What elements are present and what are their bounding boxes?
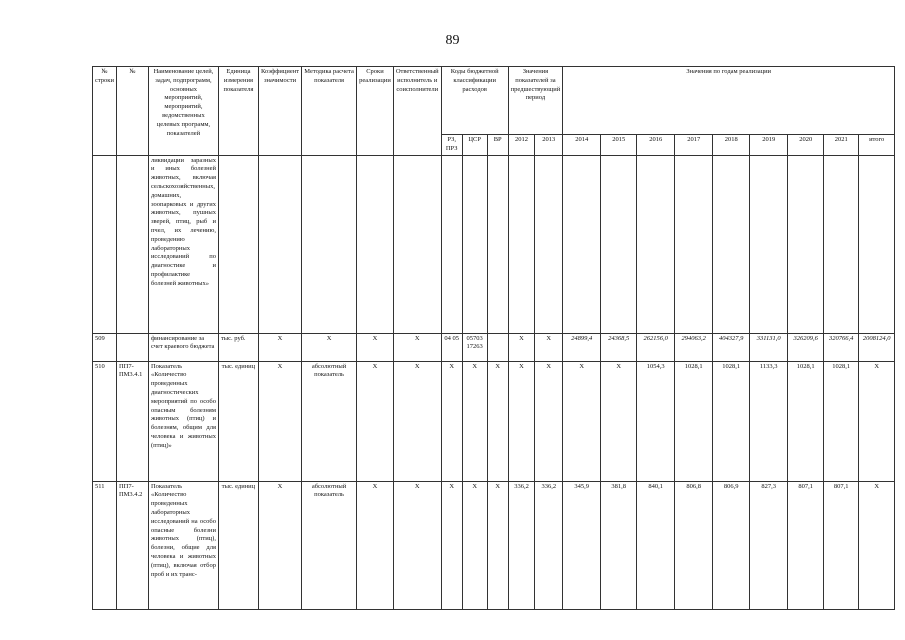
row-name: Показатель «Количество проведенных диагностических мероприятий по особо опасным болезням животных (птиц) и болезням, общим для человека и животных (птиц)» [148,361,218,481]
header-total: итого [859,135,895,156]
row-name: Показатель «Количество проведенных лабораторных исследований на особо опасные болезни животных (птиц), болезни, общие для человека и животных (птиц), включая отбор проб и их транс- [148,481,218,609]
header-unit: Единица измерения показателя [218,67,258,156]
row-code-rz: X [441,361,462,481]
header-years: Значения по годам реализации [563,67,895,135]
row-method: абсолютный показатель [302,481,357,609]
row-unit: тыс. единиц [218,361,258,481]
row-number: 509 [93,333,117,361]
row-code: ПП7-ПМ3.4.2 [116,481,148,609]
header-terms: Сроки реализации [357,67,394,156]
row-y2013: X [535,361,563,481]
row-unit: тыс. руб. [218,333,258,361]
row-y2012: X [508,333,535,361]
row-y2015: 381,8 [601,481,637,609]
header-code-vr: ВР [487,135,508,156]
header-y2014: 2014 [563,135,601,156]
row-y2014: 345,9 [563,481,601,609]
row-unit: тыс. единиц [218,481,258,609]
row-code-vr [487,333,508,361]
row-method: X [302,333,357,361]
table-row [93,361,895,481]
row-code: ПП7-ПМ3.4.1 [116,361,148,481]
row-y2015: 24368,5 [601,333,637,361]
row-code-rz: 04 05 [441,333,462,361]
header-y2016: 2016 [637,135,675,156]
row-number: 511 [93,481,117,609]
row-y2016: 1054,3 [637,361,675,481]
row-responsible: X [393,361,441,481]
row-y2013: 336,2 [535,481,563,609]
row-total: 2008124,0 [859,333,895,361]
header-y2015: 2015 [601,135,637,156]
row-total: X [859,481,895,609]
row-y2021: 1028,1 [824,361,859,481]
row-code-csr: 05703 17263 [462,333,487,361]
header-responsible: Ответственный исполнитель и соисполнители [393,67,441,156]
row-code-vr: X [487,481,508,609]
row-terms: X [357,333,394,361]
row-y2018: 1028,1 [713,361,750,481]
header-y2020: 2020 [788,135,824,156]
page-number: 89 [445,33,460,48]
continued-name: ликвидации заразных и иных болезней животных, включая сельскохозяйственных, домашних, зоопарковых и других животных, пушных зверей, птиц, рыб и пчел, их лечению, проведению лабораторных исследований по диагностике и профилактике болезней животных» [148,155,218,333]
row-coef: X [258,361,301,481]
row-coef: X [258,333,301,361]
row-y2013: X [535,333,563,361]
header-code-csr: ЦСР [462,135,487,156]
row-y2017: 806,8 [675,481,713,609]
header-budget-codes: Коды бюджетной классификации расходов [441,67,508,135]
row-terms: X [357,481,394,609]
row-y2020: 326209,6 [788,333,824,361]
header-prev-period: Значения показателей за предшествующий период [508,67,563,135]
row-responsible: X [393,333,441,361]
row-code-vr: X [487,361,508,481]
row-total: X [859,361,895,481]
row-y2016: 840,1 [637,481,675,609]
indicators-table [92,66,895,610]
row-code-csr: X [462,361,487,481]
header-no: № [116,67,148,156]
header-row-no: № строки [93,67,117,156]
row-y2012: X [508,361,535,481]
table-row [93,333,895,361]
row-y2018: 404327,9 [713,333,750,361]
row-y2020: 807,1 [788,481,824,609]
row-y2021: 807,1 [824,481,859,609]
row-y2015: X [601,361,637,481]
row-y2014: X [563,361,601,481]
header-name: Наименование целей, задач, подпрограмм, основных мероприятий, мероприятий, ведомственных целевых программ, показателей [148,67,218,156]
row-y2021: 320766,4 [824,333,859,361]
row-y2017: 294063,2 [675,333,713,361]
row-code-rz: X [441,481,462,609]
row-y2019: 827,3 [750,481,788,609]
header-y2012: 2012 [508,135,535,156]
row-y2012: 336,2 [508,481,535,609]
row-y2014: 24899,4 [563,333,601,361]
header-code-rz: РЗ, ПРЗ [441,135,462,156]
row-y2020: 1028,1 [788,361,824,481]
header-y2019: 2019 [750,135,788,156]
header-y2017: 2017 [675,135,713,156]
row-method: абсолютный показатель [302,361,357,481]
header-coef: Коэффициент значимости [258,67,301,156]
row-number: 510 [93,361,117,481]
row-y2017: 1028,1 [675,361,713,481]
table-row [93,155,895,333]
header-y2013: 2013 [535,135,563,156]
row-responsible: X [393,481,441,609]
row-coef: X [258,481,301,609]
header-y2018: 2018 [713,135,750,156]
row-y2019: 1133,3 [750,361,788,481]
table-row [93,481,895,609]
row-y2016: 262156,0 [637,333,675,361]
row-code-csr: X [462,481,487,609]
row-terms: X [357,361,394,481]
row-name: финансирование за счет краевого бюджета [148,333,218,361]
header-y2021: 2021 [824,135,859,156]
header-row-1 [93,67,895,135]
row-y2018: 806,9 [713,481,750,609]
header-method: Методика расчета показателя [302,67,357,156]
row-y2019: 331131,0 [750,333,788,361]
